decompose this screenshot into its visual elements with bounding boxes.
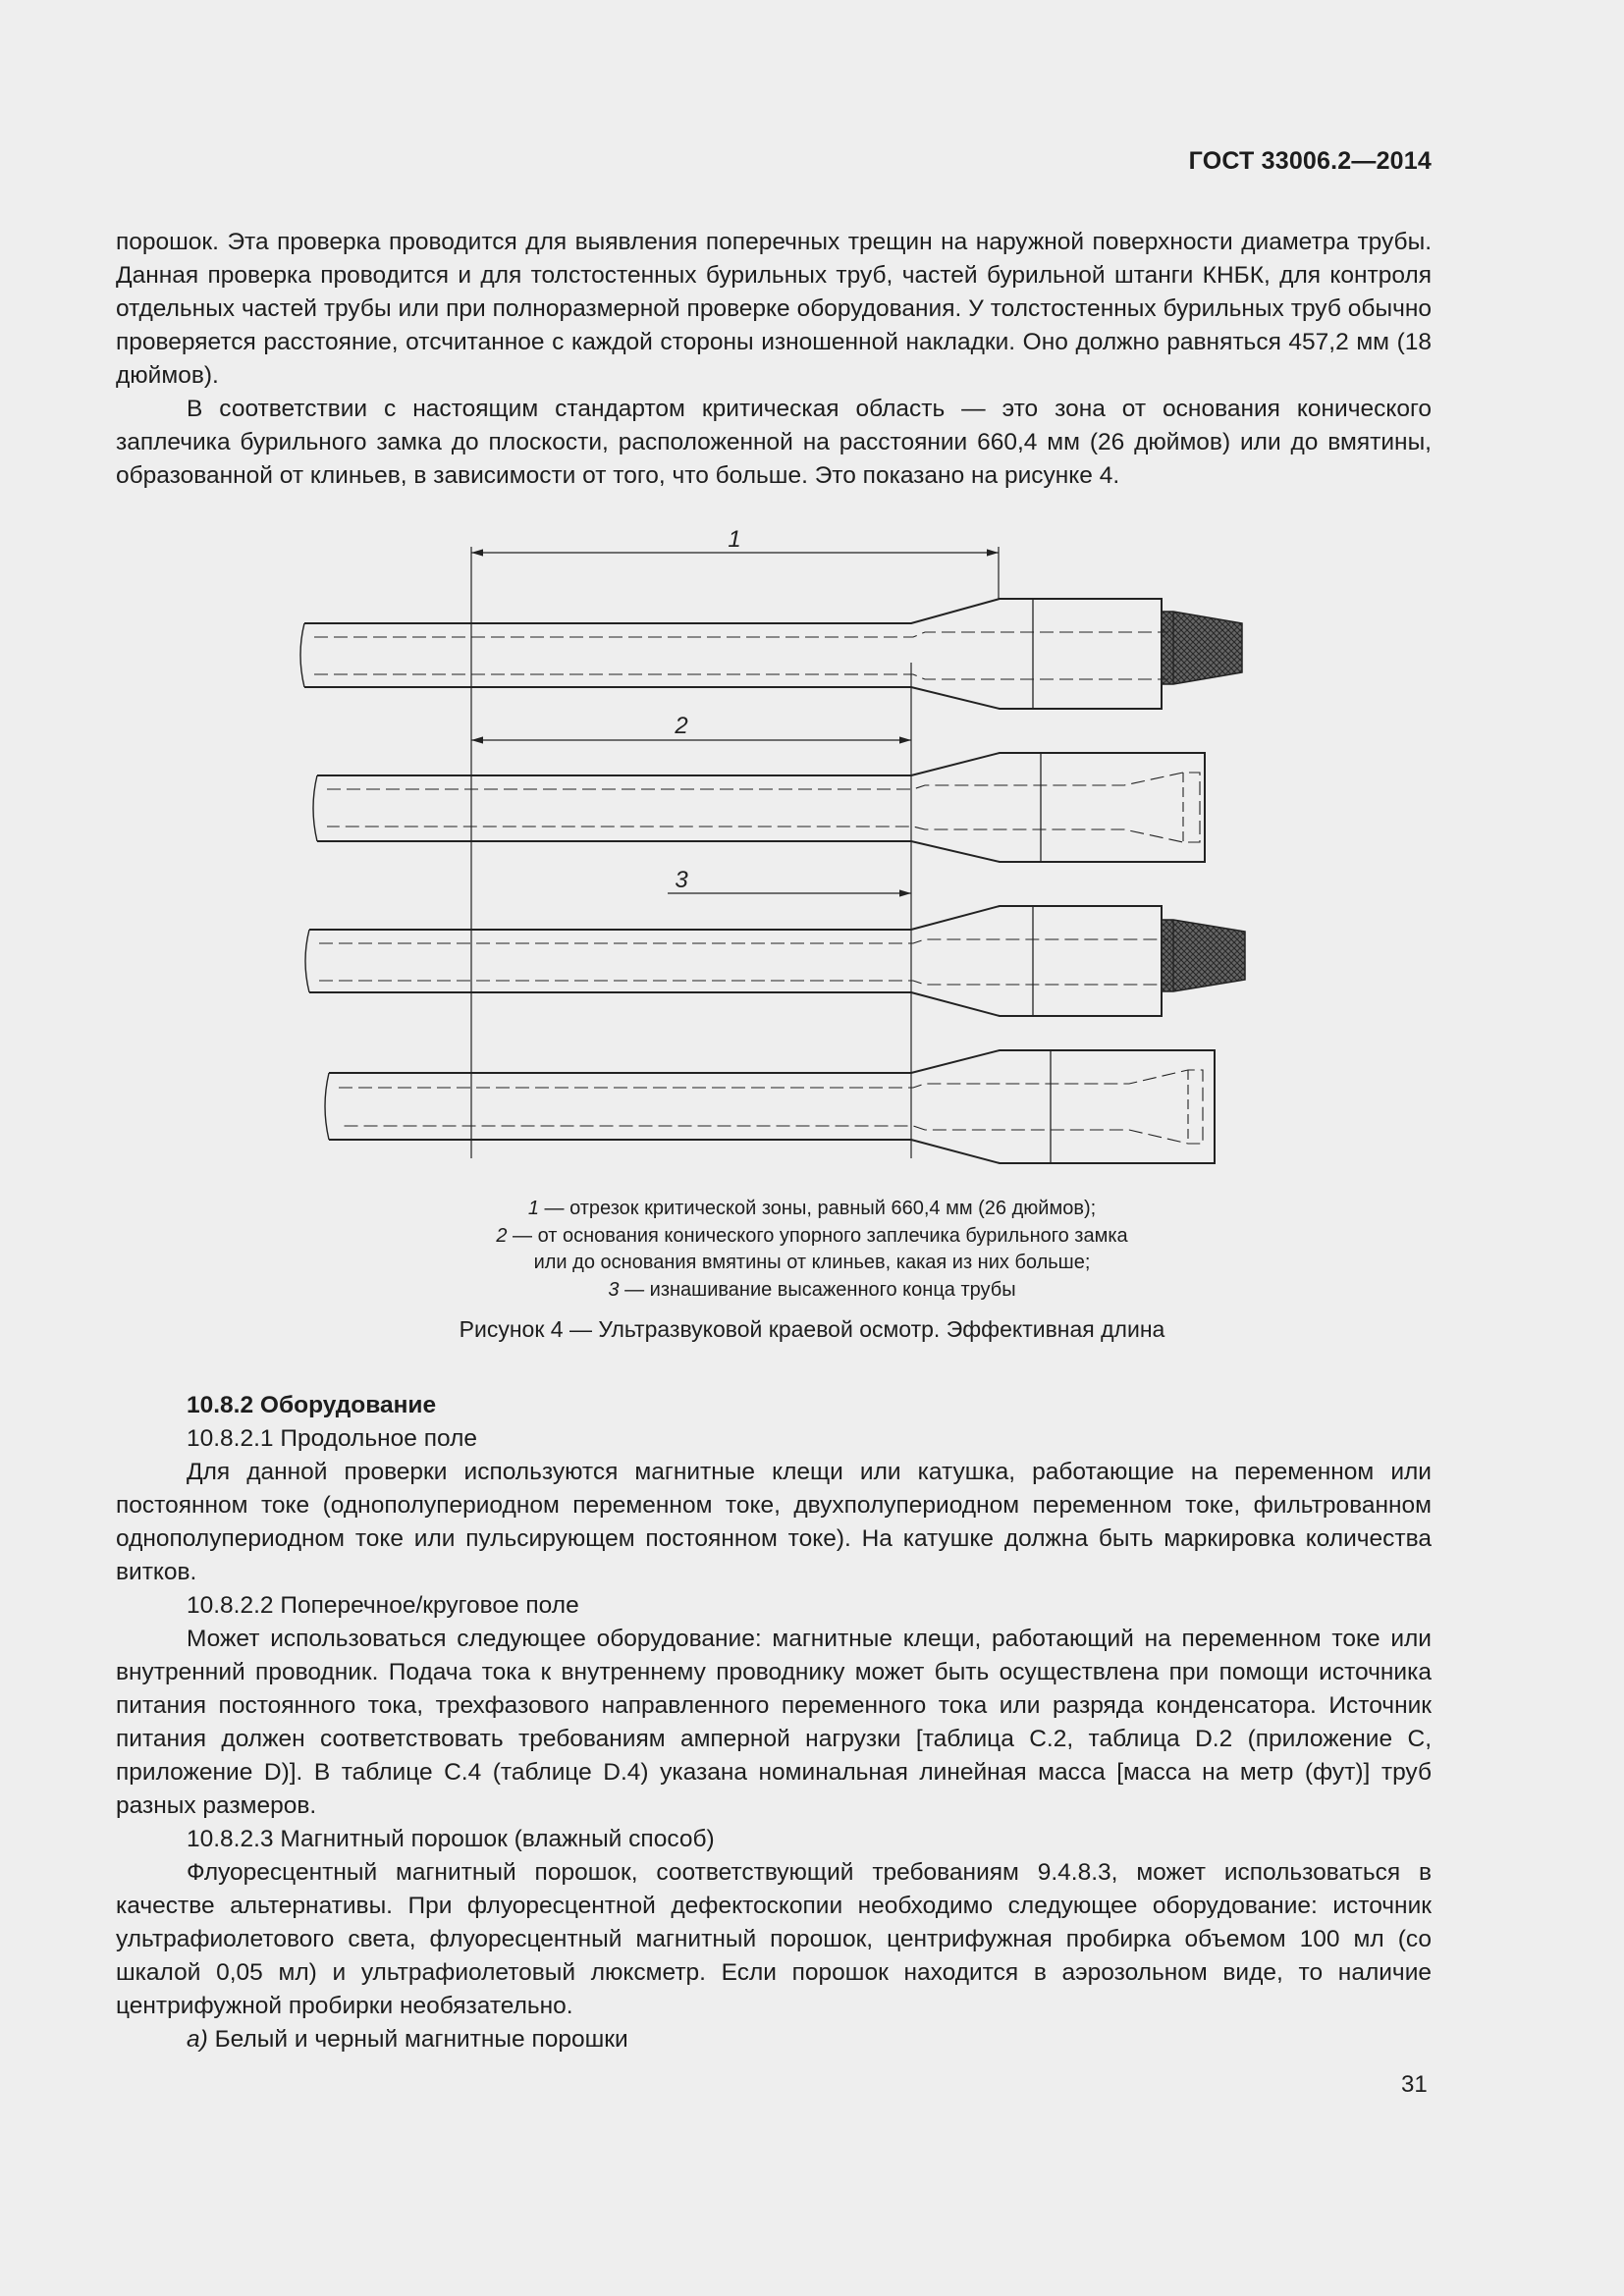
pipe-diagram — [0, 515, 1624, 1301]
paragraph: Флуоресцентный магнитный порошок, соответствующий требованиям 9.4.8.3, может использоваться в качестве альтернативы. При флуоресцентной дефектоскопии необходимо следующее оборудование: источник ультрафиолетового света, флуоресцентный магнитный порошок, центрифужная пробирка объемом 100 мл (со шкалой 0,05 мл) и ультрафиолетовый люксметр. Если порошок находится в аэрозольном виде, то наличие центрифужной пробирки необязательно. — [116, 1859, 1432, 2019]
intro-text — [116, 226, 1432, 493]
subsection-title: 10.8.2.1 Продольное поле — [187, 1425, 477, 1452]
pipe-2 — [313, 753, 1205, 862]
legend-item: 2 — от основания конического упорного заплечика бурильного замка — [496, 1224, 1128, 1247]
legend-item: или до основания вмятины от клиньев, какая из них больше; — [533, 1252, 1091, 1273]
document-id: ГОСТ 33006.2—2014 — [1188, 147, 1432, 175]
paragraph: порошок. Эта проверка проводится для выявления поперечных трещин на наружной поверхности диаметра трубы. Данная проверка проводится и для толстостенных бурильных труб, частей бурильной штанги КНБК, для контроля отдельных частей трубы или при полноразмерной проверке оборудования. У толстостенных бурильных труб обычно проверяется расстояние, отсчитанное с каждой стороны изношенной накладки. Оно должно равняться 457,2 мм (18 дюймов). — [116, 229, 1432, 389]
paragraph: Для данной проверки используются магнитные клещи или катушка, работающие на переменном или постоянном токе (однополупериодном переменном токе, двухполупериодном переменном токе, фильтрованном однополупериодном токе или пульсирующем постоянном токе). На катушке должна быть маркировка количества витков. — [116, 1459, 1432, 1585]
figure-caption: Рисунок 4 — Ультразвуковой краевой осмотр. Эффективная длина — [459, 1316, 1165, 1342]
section-heading: 10.8.2 Оборудование — [187, 1392, 437, 1418]
pipe-4 — [325, 1050, 1215, 1163]
dimension-3-label: 3 — [675, 867, 688, 893]
legend-item: 1 — отрезок критической зоны, равный 660,4 мм (26 дюймов); — [527, 1198, 1097, 1219]
paragraph: В соответствии с настоящим стандартом критическая область — это зона от основания конического заплечика бурильного замка до плоскости, расположенной на расстоянии 660,4 мм (26 дюймов) или до вмятины, образованной от клиньев, в зависимости от того, что больше. Это показано на рисунке 4. — [116, 396, 1432, 489]
figure-legend — [295, 1196, 1329, 1304]
pipe-3 — [305, 906, 1245, 1016]
dimension-2-label: 2 — [675, 713, 688, 739]
legend-item: 3 — изнашивание высаженного конца трубы — [608, 1278, 1016, 1301]
section-text — [116, 1389, 1432, 2056]
pipe-1 — [300, 599, 1242, 709]
paragraph: Может использоваться следующее оборудование: магнитные клещи, работающий на переменном токе или внутренний проводник. Подача тока к внутреннему проводнику может быть осуществлена при помощи источника питания постоянного тока, трехфазового направленного переменного тока или разряда конденсатора. Источник питания должен соответствовать требованиям амперной нагрузки [таблица С.2, таблица D.2 (приложение С, приложение D)]. В таблице С.4 (таблице D.4) указана номинальная линейная масса [масса на метр (фут)] труб разных размеров. — [116, 1626, 1432, 1819]
subsection-title: 10.8.2.3 Магнитный порошок (влажный способ) — [187, 1826, 715, 1852]
subsection-title: 10.8.2.2 Поперечное/круговое поле — [187, 1592, 579, 1619]
dimension-1-label: 1 — [728, 526, 741, 553]
list-item: а) Белый и черный магнитные порошки — [187, 2026, 628, 2053]
page-number: 31 — [1401, 2071, 1428, 2098]
